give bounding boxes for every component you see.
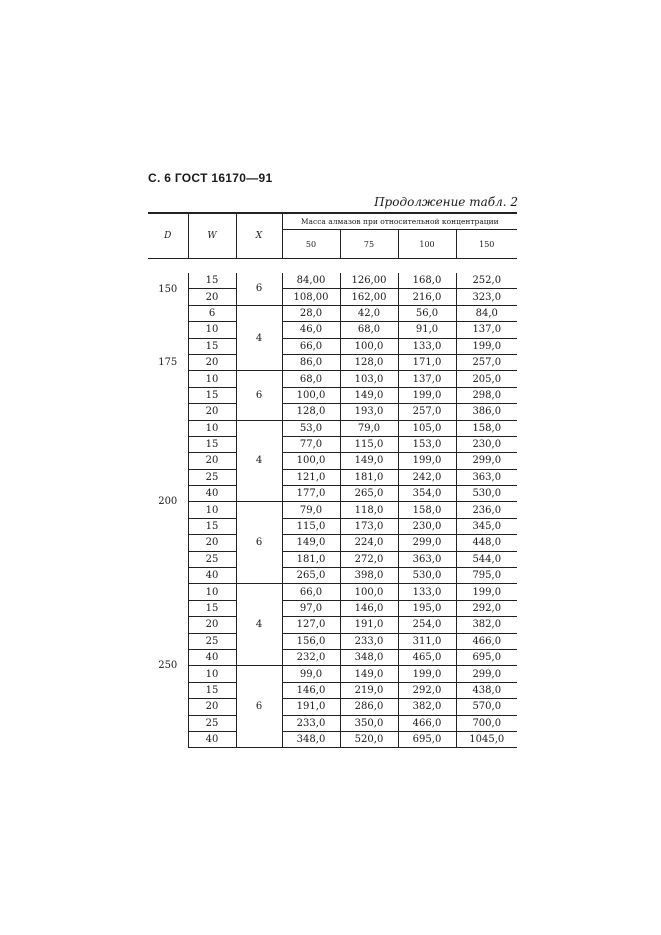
cell-mass: 570,0 [456, 699, 517, 715]
cell-mass: 299,0 [398, 535, 456, 551]
cell-mass: 181,0 [282, 551, 340, 567]
table-row [148, 518, 517, 534]
cell-mass: 149,0 [340, 453, 398, 469]
table-row [148, 289, 517, 305]
table-body [148, 259, 517, 748]
table-row [148, 354, 517, 370]
cell-mass: 530,0 [456, 486, 517, 502]
table-row [148, 387, 517, 403]
cell-mass: 299,0 [456, 666, 517, 682]
cell-mass: 195,0 [398, 600, 456, 616]
cell-mass: 236,0 [456, 502, 517, 518]
cell-x: 4 [236, 305, 282, 371]
cell-w: 20 [188, 404, 236, 420]
cell-mass: 199,0 [398, 387, 456, 403]
table-row [148, 322, 517, 338]
cell-w: 15 [188, 338, 236, 354]
cell-mass: 128,0 [282, 404, 340, 420]
cell-mass: 121,0 [282, 469, 340, 485]
cell-mass: 191,0 [340, 617, 398, 633]
cell-mass: 149,0 [340, 666, 398, 682]
cell-mass: 299,0 [456, 453, 517, 469]
cell-mass: 146,0 [340, 600, 398, 616]
cell-mass: 199,0 [398, 666, 456, 682]
cell-mass: 149,0 [282, 535, 340, 551]
cell-w: 40 [188, 731, 236, 747]
cell-mass: 205,0 [456, 371, 517, 387]
cell-mass: 348,0 [282, 731, 340, 747]
cell-w: 20 [188, 699, 236, 715]
cell-mass: 382,0 [456, 617, 517, 633]
cell-mass: 265,0 [340, 486, 398, 502]
cell-mass: 386,0 [456, 404, 517, 420]
cell-w: 25 [188, 633, 236, 649]
cell-mass: 700,0 [456, 715, 517, 731]
table-row [148, 305, 517, 321]
cell-mass: 84,0 [456, 305, 517, 321]
cell-mass: 233,0 [340, 633, 398, 649]
cell-mass: 79,0 [340, 420, 398, 436]
table-row [148, 273, 517, 289]
cell-x: 6 [236, 273, 282, 305]
cell-mass: 695,0 [456, 649, 517, 665]
cell-mass: 466,0 [398, 715, 456, 731]
table-row [148, 682, 517, 698]
cell-mass: 128,0 [340, 354, 398, 370]
cell-mass: 466,0 [456, 633, 517, 649]
cell-x: 4 [236, 584, 282, 666]
table-row [148, 338, 517, 354]
cell-mass: 133,0 [398, 584, 456, 600]
cell-mass: 257,0 [456, 354, 517, 370]
cell-mass: 84,00 [282, 273, 340, 289]
cell-mass: 42,0 [340, 305, 398, 321]
cell-mass: 105,0 [398, 420, 456, 436]
cell-mass: 254,0 [398, 617, 456, 633]
cell-mass: 115,0 [340, 436, 398, 452]
cell-mass: 292,0 [456, 600, 517, 616]
cell-mass: 100,0 [340, 584, 398, 600]
cell-x: 4 [236, 420, 282, 502]
cell-mass: 311,0 [398, 633, 456, 649]
cell-w: 20 [188, 354, 236, 370]
mass-table [148, 212, 517, 748]
cell-mass: 448,0 [456, 535, 517, 551]
cell-mass: 100,0 [282, 453, 340, 469]
cell-mass: 126,00 [340, 273, 398, 289]
cell-mass: 100,0 [282, 387, 340, 403]
cell-w: 20 [188, 289, 236, 305]
cell-mass: 323,0 [456, 289, 517, 305]
cell-w: 15 [188, 273, 236, 289]
cell-mass: 345,0 [456, 518, 517, 534]
cell-mass: 103,0 [340, 371, 398, 387]
cell-w: 40 [188, 649, 236, 665]
cell-mass: 348,0 [340, 649, 398, 665]
cell-mass: 363,0 [456, 469, 517, 485]
table-row [148, 436, 517, 452]
cell-mass: 68,0 [340, 322, 398, 338]
table-row [148, 404, 517, 420]
table-row [148, 600, 517, 616]
header-w: W [188, 213, 236, 259]
table-header [148, 213, 517, 259]
cell-mass: 191,0 [282, 699, 340, 715]
cell-w: 15 [188, 518, 236, 534]
cell-w: 25 [188, 551, 236, 567]
cell-w: 20 [188, 535, 236, 551]
table-row [148, 715, 517, 731]
cell-w: 10 [188, 322, 236, 338]
cell-mass: 100,0 [340, 338, 398, 354]
cell-w: 20 [188, 617, 236, 633]
cell-mass: 86,0 [282, 354, 340, 370]
table-row [148, 453, 517, 469]
cell-mass: 133,0 [398, 338, 456, 354]
cell-x: 6 [236, 666, 282, 748]
table-row [148, 469, 517, 485]
cell-mass: 162,00 [340, 289, 398, 305]
table-row [148, 633, 517, 649]
cell-w: 15 [188, 436, 236, 452]
table-row [148, 617, 517, 633]
cell-mass: 158,0 [456, 420, 517, 436]
cell-mass: 199,0 [398, 453, 456, 469]
cell-d: 250 [158, 660, 178, 672]
cell-mass: 350,0 [340, 715, 398, 731]
cell-w: 10 [188, 666, 236, 682]
cell-mass: 173,0 [340, 518, 398, 534]
cell-mass: 137,0 [456, 322, 517, 338]
cell-mass: 265,0 [282, 568, 340, 584]
cell-w: 15 [188, 387, 236, 403]
cell-mass: 53,0 [282, 420, 340, 436]
cell-mass: 168,0 [398, 273, 456, 289]
cell-w: 15 [188, 682, 236, 698]
cell-mass: 242,0 [398, 469, 456, 485]
cell-mass: 520,0 [340, 731, 398, 747]
cell-mass: 544,0 [456, 551, 517, 567]
cell-mass: 56,0 [398, 305, 456, 321]
cell-w: 10 [188, 502, 236, 518]
header-x: X [236, 213, 282, 259]
cell-mass: 1045,0 [456, 731, 517, 747]
cell-mass: 68,0 [282, 371, 340, 387]
table-row [148, 486, 517, 502]
cell-mass: 156,0 [282, 633, 340, 649]
table-row [148, 699, 517, 715]
cell-mass: 149,0 [340, 387, 398, 403]
table-row [148, 568, 517, 584]
cell-mass: 177,0 [282, 486, 340, 502]
cell-x: 6 [236, 371, 282, 420]
cell-mass: 115,0 [282, 518, 340, 534]
table-row [148, 731, 517, 747]
cell-w: 6 [188, 305, 236, 321]
cell-mass: 171,0 [398, 354, 456, 370]
header-conc-75: 75 [340, 230, 398, 259]
cell-mass: 108,00 [282, 289, 340, 305]
table-row [148, 535, 517, 551]
cell-mass: 695,0 [398, 731, 456, 747]
cell-mass: 79,0 [282, 502, 340, 518]
cell-d: 175 [158, 357, 178, 369]
cell-mass: 398,0 [340, 568, 398, 584]
cell-mass: 363,0 [398, 551, 456, 567]
page-title: С. 6 ГОСТ 16170—91 [148, 171, 273, 185]
cell-mass: 257,0 [398, 404, 456, 420]
header-conc-50: 50 [282, 230, 340, 259]
cell-mass: 153,0 [398, 436, 456, 452]
cell-mass: 292,0 [398, 682, 456, 698]
cell-mass: 46,0 [282, 322, 340, 338]
header-d: D [148, 213, 188, 259]
cell-mass: 465,0 [398, 649, 456, 665]
cell-w: 40 [188, 568, 236, 584]
cell-w: 10 [188, 420, 236, 436]
cell-mass: 219,0 [340, 682, 398, 698]
cell-mass: 193,0 [340, 404, 398, 420]
cell-mass: 91,0 [398, 322, 456, 338]
cell-w: 40 [188, 486, 236, 502]
header-conc-100: 100 [398, 230, 456, 259]
cell-mass: 66,0 [282, 584, 340, 600]
cell-mass: 199,0 [456, 584, 517, 600]
cell-mass: 230,0 [398, 518, 456, 534]
cell-mass: 199,0 [456, 338, 517, 354]
cell-mass: 66,0 [282, 338, 340, 354]
table-row [148, 551, 517, 567]
cell-w: 10 [188, 371, 236, 387]
cell-mass: 230,0 [456, 436, 517, 452]
cell-x: 6 [236, 502, 282, 584]
table-row [148, 420, 517, 436]
table-row [148, 584, 517, 600]
cell-mass: 438,0 [456, 682, 517, 698]
table-row [148, 502, 517, 518]
table-row [148, 371, 517, 387]
cell-mass: 252,0 [456, 273, 517, 289]
cell-mass: 272,0 [340, 551, 398, 567]
cell-w: 15 [188, 600, 236, 616]
table-row [148, 666, 517, 682]
cell-w: 10 [188, 584, 236, 600]
cell-mass: 97,0 [282, 600, 340, 616]
table-continuation-label: Продолжение табл. 2 [374, 195, 518, 209]
cell-mass: 286,0 [340, 699, 398, 715]
cell-mass: 530,0 [398, 568, 456, 584]
cell-mass: 216,0 [398, 289, 456, 305]
cell-mass: 158,0 [398, 502, 456, 518]
table-row [148, 649, 517, 665]
cell-mass: 382,0 [398, 699, 456, 715]
cell-w: 25 [188, 469, 236, 485]
header-conc-150: 150 [456, 230, 517, 259]
cell-mass: 146,0 [282, 682, 340, 698]
cell-d: 150 [158, 283, 178, 295]
cell-mass: 137,0 [398, 371, 456, 387]
cell-mass: 298,0 [456, 387, 517, 403]
cell-mass: 232,0 [282, 649, 340, 665]
cell-mass: 795,0 [456, 568, 517, 584]
cell-mass: 77,0 [282, 436, 340, 452]
cell-mass: 99,0 [282, 666, 340, 682]
cell-d: 200 [158, 496, 178, 508]
cell-mass: 28,0 [282, 305, 340, 321]
cell-w: 25 [188, 715, 236, 731]
cell-mass: 224,0 [340, 535, 398, 551]
cell-mass: 118,0 [340, 502, 398, 518]
header-mass: Масса алмазов при относительной концентрации [282, 213, 517, 230]
cell-w: 20 [188, 453, 236, 469]
cell-mass: 233,0 [282, 715, 340, 731]
cell-mass: 181,0 [340, 469, 398, 485]
cell-mass: 127,0 [282, 617, 340, 633]
cell-mass: 354,0 [398, 486, 456, 502]
